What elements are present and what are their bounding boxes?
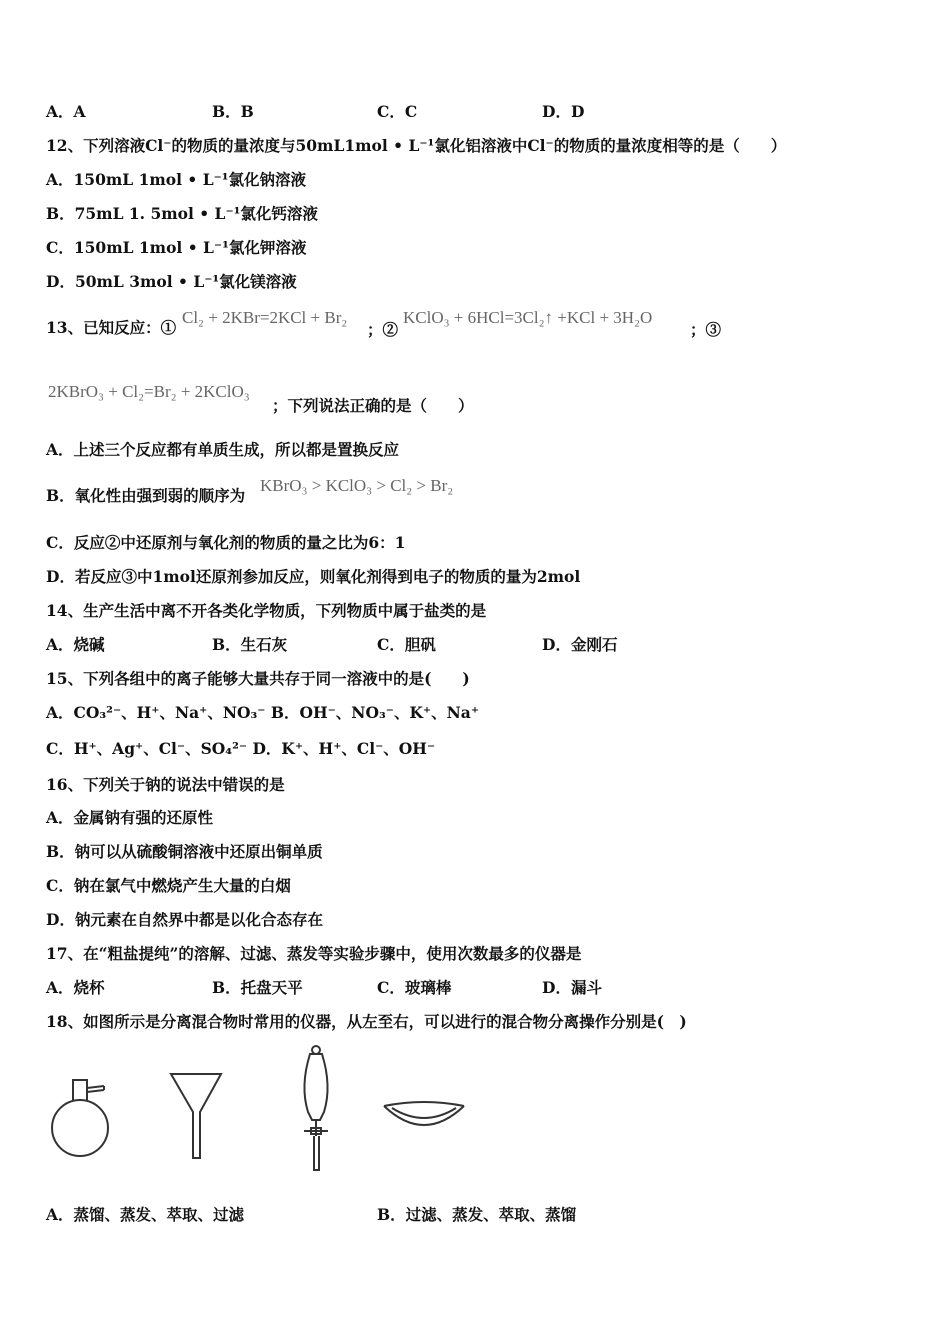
q15-row-1: A．CO₃²⁻、H⁺、Na⁺、NO₃⁻ B．OH⁻、NO₃⁻、K⁺、Na⁺ [46,703,479,722]
q18-option-b: B．过滤、蒸发、萃取、蒸馏 [377,1205,577,1224]
q15-stem: 15、下列各组中的离子能够大量共存于同一溶液中的是( ) [46,669,470,688]
q16-stem: 16、下列关于钠的说法中错误的是 [46,775,285,794]
q12-option-c: C．150mL 1mol • L⁻¹氯化钾溶液 [46,238,307,257]
q13-equation-1: Cl₂ + 2KBr=2KCl + Br₂ [182,308,348,327]
q13-equation-2: KClO₃ + 6HCl=3Cl₂↑ +KCl + 3H₂O [403,308,653,327]
q13-option-a: A．上述三个反应都有单质生成，所以都是置换反应 [46,440,400,459]
q17-option-d: D．漏斗 [542,978,602,997]
q11-option-a: A．A [46,102,86,121]
separatory-funnel-icon [304,1046,328,1170]
q18-apparatus-figure [40,1040,480,1180]
q14-option-a: A．烧碱 [46,635,105,654]
q13-separator-1: ；② [367,320,399,339]
evaporating-dish-icon [384,1102,464,1125]
q13-equation-3: 2KBrO₃ + Cl₂=Br₂ + 2KClO₃ [48,382,250,401]
q18-stem: 18、如图所示是分离混合物时常用的仪器，从左至右，可以进行的混合物分离操作分别是( ) [46,1012,687,1031]
q11-option-b: B．B [212,102,254,121]
q12-option-b: B．75mL 1. 5mol • L⁻¹氯化钙溶液 [46,204,318,223]
q13-option-b-prefix: B．氧化性由强到弱的顺序为 [46,486,246,505]
q16-option-c: C．钠在氯气中燃烧产生大量的白烟 [46,876,291,895]
q13-separator-2: ；③ [690,320,722,339]
q12-option-a: A．150mL 1mol • L⁻¹氯化钠溶液 [46,170,307,189]
q14-stem: 14、生产生活中离不开各类化学物质，下列物质中属于盐类的是 [46,601,487,620]
q14-option-c: C．胆矾 [377,635,436,654]
q11-option-c: C．C [377,102,418,121]
q16-option-b: B．钠可以从硫酸铜溶液中还原出铜单质 [46,842,323,861]
q13-prefix: 13、已知反应：① [46,318,177,337]
q16-option-a: A．金属钠有强的还原性 [46,808,214,827]
q17-stem: 17、在“粗盐提纯”的溶解、过滤、蒸发等实验步骤中，使用次数最多的仪器是 [46,944,582,963]
q17-option-a: A．烧杯 [46,978,105,997]
q13-option-d: D．若反应③中1mol还原剂参加反应，则氧化剂得到电子的物质的量为2mol [46,567,581,586]
q13-stem-tail: ；下列说法正确的是（ ） [272,396,474,415]
q14-option-d: D．金刚石 [542,635,618,654]
q13-option-b-formula: KBrO₃ > KClO₃ > Cl₂ > Br₂ [260,476,454,495]
funnel-icon [171,1074,221,1158]
q16-option-d: D．钠元素在自然界中都是以化合态存在 [46,910,323,929]
q15-row-2: C．H⁺、Ag⁺、Cl⁻、SO₄²⁻ D．K⁺、H⁺、Cl⁻、OH⁻ [46,739,436,758]
q11-option-d: D．D [542,102,585,121]
distillation-flask-icon [52,1080,108,1156]
q13-option-c: C．反应②中还原剂与氧化剂的物质的量之比为6：1 [46,533,406,552]
q12-option-d: D．50mL 3mol • L⁻¹氯化镁溶液 [46,272,297,291]
q18-option-a: A．蒸馏、蒸发、萃取、过滤 [46,1205,245,1224]
q14-option-b: B．生石灰 [212,635,288,654]
q17-option-c: C．玻璃棒 [377,978,452,997]
q13-stem-line1 [46,318,176,338]
q12-stem: 12、下列溶液Cl⁻的物质的量浓度与50mL1mol • L⁻¹氯化铝溶液中Cl⁻的物质的量浓度相等的是（ ） [46,136,787,155]
q17-option-b: B．托盘天平 [212,978,303,997]
